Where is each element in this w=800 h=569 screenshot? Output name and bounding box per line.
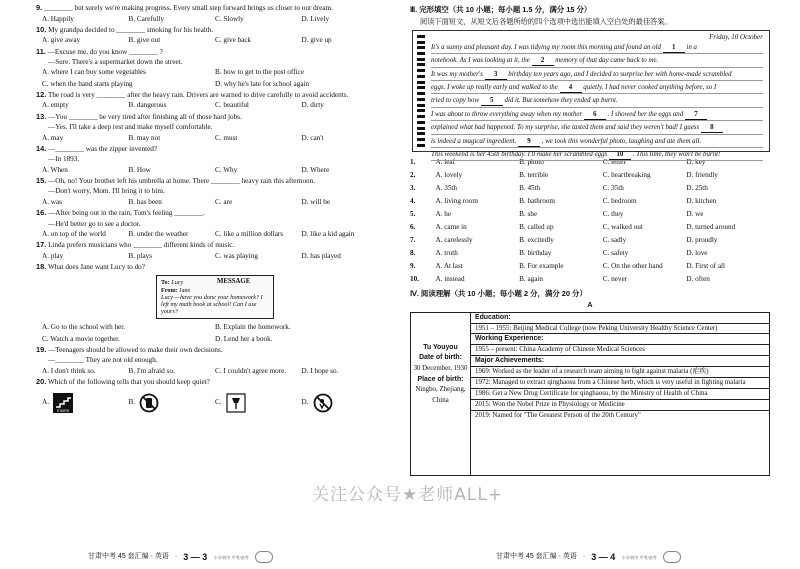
answer-option[interactable]: A. may: [42, 133, 64, 142]
question-text: —Excuse me, do you know ________ ?: [47, 47, 163, 56]
no-noise-sign-icon: [313, 393, 333, 413]
right-page: [400, 0, 800, 569]
question-item: [36, 4, 388, 23]
answer-option[interactable]: A. where I can buy some vegetables: [42, 68, 146, 77]
answer-option[interactable]: A. lovely: [435, 170, 463, 179]
notebook-date: Friday, 10 October: [709, 32, 763, 41]
notebook-line: explained what had happened. To my surprise, she tasted them and said they weren't bad! I guess 8: [431, 121, 763, 134]
education-header: Education:: [471, 313, 769, 324]
answer-option[interactable]: D. can't: [301, 133, 324, 142]
answer-option[interactable]: A. When: [42, 165, 68, 174]
achievement-item: 2015: Won the Nobel Prize in Physiology or Medicine: [471, 400, 769, 411]
answer-option[interactable]: D. Lend her a book.: [215, 334, 273, 343]
answer-option[interactable]: D. will be: [301, 197, 331, 206]
option-row: [36, 80, 388, 88]
answer-option[interactable]: D. key: [686, 157, 706, 166]
option-row: [36, 68, 388, 76]
option-row: [36, 166, 388, 174]
question-number: 18.: [36, 262, 47, 271]
answer-option[interactable]: A. carelessly: [435, 235, 473, 244]
answer-option[interactable]: A. came in: [435, 222, 467, 231]
question-item: [36, 241, 388, 260]
answer-option[interactable]: B. 45th: [519, 183, 541, 192]
answer-option[interactable]: B. I'm afraid so.: [128, 366, 175, 375]
no-phone-sign-icon: [139, 393, 159, 413]
answer-option[interactable]: B. Explain the homework.: [215, 323, 291, 332]
answer-option[interactable]: B. give out: [128, 36, 161, 45]
question-20: [36, 378, 388, 413]
question-text: —You ________ be very tired after finishing all of those hard jobs.: [48, 112, 242, 121]
dialogue-line: —He'd better go to see a doctor.: [48, 219, 141, 228]
question-number: 11.: [36, 47, 46, 56]
cloze-option-row: [410, 196, 770, 209]
dialogue-line: —In 1893.: [48, 155, 80, 164]
answer-option[interactable]: C. when the band starts playing: [42, 79, 133, 88]
cloze-option-row: [410, 209, 770, 222]
cloze-blank[interactable]: 8: [701, 124, 723, 133]
bio-personal-info: Tu Youyou Date of birth: 30 December, 1930 Place of birth: Ningbo, Zhejiang, China: [411, 313, 471, 475]
answer-option[interactable]: C. Watch a movie together.: [42, 334, 120, 343]
question-text: The road is very ________ after the heavy rain. Drivers are warned to drive carefully to avoid accidents.: [47, 90, 349, 99]
option-a[interactable]: A. STAIRS: [42, 393, 129, 413]
answer-option[interactable]: B. plays: [128, 251, 153, 260]
answer-option[interactable]: B. How: [128, 165, 151, 174]
cloze-blank[interactable]: 1: [663, 44, 685, 53]
cloze-option-row: [410, 183, 770, 196]
section-4-title: Ⅳ. 阅读理解（共 10 小题；每小题 2 分，满分 20 分）: [410, 288, 587, 298]
answer-option[interactable]: C. beautiful: [215, 101, 249, 110]
bio-dob: 30 December, 1930: [413, 365, 468, 372]
answer-option[interactable]: A. At last: [435, 261, 463, 270]
option-row: [36, 134, 388, 142]
answer-option[interactable]: B. Carefully: [128, 14, 165, 23]
option-number: 10.: [410, 274, 419, 283]
answer-option[interactable]: C. was playing: [215, 251, 258, 260]
achievement-item: 2019: Named for "The Greatest Person of the 20th Century": [475, 412, 641, 420]
answer-option[interactable]: C. On the other hand: [602, 261, 663, 270]
question-text: —Oh, no! Your brother left his umbrella at home. There ________ heavy rain this afternoon.: [48, 176, 316, 185]
answer-option[interactable]: B. dangerous: [128, 101, 167, 110]
answer-option[interactable]: D. dirty: [301, 101, 324, 110]
answer-option[interactable]: A. was: [42, 197, 62, 206]
question-number: 15.: [36, 176, 47, 185]
answer-option[interactable]: C. like a million dollars: [215, 229, 284, 238]
question-list: [36, 4, 388, 375]
answer-option[interactable]: C. never: [602, 274, 628, 283]
cloze-option-row: [410, 235, 770, 248]
spiral-binding: [417, 35, 425, 147]
cloze-option-row: [410, 248, 770, 261]
answer-option[interactable]: B. For example: [519, 261, 564, 270]
left-footer: 甘肃中考 45 套汇编 · 英语 · 3 — 3 小学/初中 中考/高考: [88, 551, 273, 563]
question-number: 10.: [36, 25, 47, 34]
answer-option[interactable]: A. play: [42, 251, 64, 260]
work-entry: 1955 – present: China Academy of Chinese Medical Sciences: [471, 345, 769, 356]
question-number: 9.: [36, 4, 43, 12]
option-row: [36, 367, 388, 375]
answer-option[interactable]: C. must: [215, 133, 238, 142]
passage-label: A: [587, 300, 593, 310]
notebook-line: I was about to throw everything away when my mother 6 . I showed her the eggs and 7: [431, 108, 763, 121]
question-text: Which of the following tells that you should keep quiet?: [47, 378, 210, 387]
cloze-blank[interactable]: 6: [584, 111, 606, 120]
achievement-item: 1972: Managed to extract qinghaosu from a Chinese herb, which is very useful in fighting malaria: [471, 378, 769, 389]
dialogue-line: —Yes. I'll take a deep rest and make myself comfortable.: [48, 123, 213, 132]
publisher-logo-icon: [663, 551, 681, 563]
question-number: 20.: [36, 378, 47, 387]
answer-option[interactable]: C. are: [215, 197, 233, 206]
answer-option[interactable]: A. Go to the school with her.: [42, 323, 126, 332]
dialogue-line: —________ They are not old enough.: [48, 356, 158, 365]
answer-option[interactable]: A. leaf: [435, 157, 455, 166]
work-header: Working Experience:: [471, 334, 769, 345]
cloze-options-table: [410, 157, 770, 287]
answer-option[interactable]: B. birthday: [519, 248, 552, 257]
notebook-passage: [412, 30, 770, 158]
option-number: 1.: [410, 157, 416, 166]
right-column: [410, 4, 770, 476]
sign-options: [36, 393, 388, 413]
answer-option[interactable]: D. we: [686, 209, 704, 218]
answer-option[interactable]: C. heartbreaking: [602, 170, 651, 179]
answer-option[interactable]: D. give up: [301, 36, 332, 45]
answer-option[interactable]: D. like a kid again: [301, 229, 355, 238]
section-3-instruction: 阅读下面短文，从短文后各题所给的四个选项中选出能填入空白处的最佳答案。: [420, 17, 672, 26]
answer-option[interactable]: B. may not: [128, 133, 161, 142]
question-text: —After being out in the rain, Tom's feeling ________.: [48, 208, 205, 217]
question-text: ________ but surely we're making progress. Every small step forward brings us closer to our dream.: [43, 4, 333, 12]
pin-sign-icon: [226, 393, 246, 413]
notebook-line: notebook. As I was looking at it, the 2 memory of that day came back to me.: [431, 54, 763, 67]
publisher-logo-icon: [255, 551, 273, 563]
question-item: [36, 177, 388, 206]
notebook-lines: [431, 41, 763, 162]
answer-option[interactable]: C. Slowly: [215, 14, 244, 23]
answer-option[interactable]: D. 25th: [686, 183, 708, 192]
question-text: —________ was the zipper invented?: [48, 144, 158, 153]
achievement-item: 1986: Get a New Drug Certificate for qinghaosu, by the Ministry of Health of China: [471, 389, 769, 400]
answer-option[interactable]: A. on top of the world: [42, 229, 106, 238]
notebook-line: is indeed a magical ingredient. 9 , we took this wonderful photo, laughing and ate them all.: [431, 135, 763, 148]
watermark: 关注公众号★老师ALL+: [312, 485, 504, 505]
question-item: [36, 145, 388, 174]
answer-option[interactable]: B. under the weather: [128, 229, 189, 238]
answer-option[interactable]: A. truth: [435, 248, 458, 257]
bio-name: Tu Youyou: [423, 343, 458, 351]
option-row: [36, 335, 388, 343]
cloze-blank[interactable]: 3: [485, 71, 507, 80]
question-item: [36, 48, 388, 88]
option-row: [36, 252, 388, 260]
bio-details: [471, 313, 769, 475]
option-number: 9.: [410, 261, 416, 270]
page-number: 3 — 3: [183, 551, 208, 562]
answer-option[interactable]: D. I hope so.: [301, 366, 339, 375]
cloze-blank[interactable]: 7: [685, 111, 707, 120]
question-item: [36, 26, 388, 45]
option-row: [36, 15, 388, 23]
right-footer: 甘肃中考 45 套汇编 · 英语 · 3 — 4 小学/初中 中考/高考: [496, 551, 681, 563]
answer-option[interactable]: A. give away: [42, 36, 81, 45]
option-b[interactable]: B.: [129, 393, 216, 413]
option-row: [36, 101, 388, 109]
bio-table: [410, 312, 770, 476]
answer-option[interactable]: B. again: [519, 274, 544, 283]
option-number: 3.: [410, 183, 416, 192]
answer-option[interactable]: A. Happily: [42, 14, 74, 23]
answer-option[interactable]: D. has played: [301, 251, 341, 260]
notebook-line: tried to copy how 5 did it. But somehow they ended up burnt.: [431, 94, 763, 107]
question-number: 13.: [36, 112, 47, 121]
answer-option[interactable]: B. has been: [128, 197, 162, 206]
notebook-line: It was my mother's 3 birthday ten years ago, and I decided to surprise her with home-made scrambled: [431, 68, 763, 81]
education-entry: 1951 – 1955: Beijing Medical College (now Peking University Healthy Science Center): [471, 324, 769, 335]
answer-option[interactable]: C. letter: [602, 157, 626, 166]
dialogue-line: —Sure. There's a supermarket down the street.: [48, 58, 183, 67]
answer-option[interactable]: D. Where: [301, 165, 330, 174]
option-d[interactable]: D.: [302, 393, 389, 413]
question-number: 19.: [36, 345, 47, 354]
answer-option[interactable]: D. often: [686, 274, 710, 283]
notebook-line: It's a sunny and pleasant day. I was tidying my room this morning and found an old 1 in a: [431, 41, 763, 54]
answer-option[interactable]: B. photo: [519, 157, 544, 166]
question-number: 16.: [36, 208, 47, 217]
question-text: —Teenagers should be allowed to make their own decisions.: [48, 345, 223, 354]
cloze-blank[interactable]: 9: [518, 138, 540, 147]
page-number: 3 — 4: [591, 551, 616, 562]
answer-option[interactable]: D. why he's late for school again: [215, 79, 310, 88]
question-item: [36, 113, 388, 142]
answer-option[interactable]: C. 35th: [602, 183, 624, 192]
option-number: 6.: [410, 222, 416, 231]
question-text: What does Jane want Lucy to do?: [47, 262, 145, 271]
answer-option[interactable]: C. bedroom: [602, 196, 637, 205]
option-number: 2.: [410, 170, 416, 179]
option-row: [36, 323, 388, 331]
section-3-title: Ⅲ. 完形填空（共 10 小题；每小题 1.5 分，满分 15 分）: [410, 5, 592, 14]
answer-option[interactable]: A. empty: [42, 101, 69, 110]
answer-option[interactable]: A. instead: [435, 274, 465, 283]
question-item: [36, 209, 388, 238]
question-item: [36, 91, 388, 110]
answer-option[interactable]: D. turned around: [686, 222, 736, 231]
option-number: 8.: [410, 248, 416, 257]
answer-option[interactable]: D. Lively: [301, 14, 330, 23]
answer-option[interactable]: B. she: [519, 209, 538, 218]
answer-option[interactable]: B. how to get to the post office: [215, 68, 304, 77]
answer-option[interactable]: C. I couldn't agree more.: [215, 366, 287, 375]
option-number: 7.: [410, 235, 416, 244]
answer-option[interactable]: A. I don't think so.: [42, 366, 96, 375]
question-item: [36, 346, 388, 375]
answer-option[interactable]: A. 35th: [435, 183, 457, 192]
option-row: [36, 36, 388, 44]
cloze-blank[interactable]: 4: [560, 84, 582, 93]
answer-option[interactable]: D. First of all: [686, 261, 726, 270]
answer-option[interactable]: B. excitedly: [519, 235, 554, 244]
option-row: [36, 198, 388, 206]
question-number: 12.: [36, 90, 47, 99]
answer-option[interactable]: D. friendly: [686, 170, 718, 179]
answer-option[interactable]: B. terrible: [519, 170, 549, 179]
cloze-option-row: [410, 170, 770, 183]
achievements-header: Major Achievements:: [471, 356, 769, 367]
option-c[interactable]: C.: [215, 393, 302, 413]
answer-option[interactable]: D. kitchen: [686, 196, 717, 205]
answer-option[interactable]: D. proudly: [686, 235, 718, 244]
answer-option[interactable]: C. sadly: [602, 235, 627, 244]
answer-option[interactable]: C. walked out: [602, 222, 643, 231]
bio-pob: Ningbo, Zhejiang, China: [415, 386, 466, 405]
cloze-blank[interactable]: 5: [481, 97, 503, 106]
cloze-option-row: [410, 222, 770, 235]
notebook-line: eggs. I woke up really early and walked to the 4 quietly. I had never cooked anything before, so I: [431, 81, 763, 94]
option-number: 4.: [410, 196, 416, 205]
question-text: Linda prefers musicians who ________ different kinds of music.: [48, 241, 235, 250]
cloze-option-row: [410, 261, 770, 274]
stairs-sign-icon: [53, 393, 73, 413]
notebook-line: This weekend is her 45th birthday. I'll make her scrambled eggs 10 . This time, they won't be burnt!: [431, 148, 763, 161]
cloze-option-row: [410, 274, 770, 287]
question-text: My grandpa decided to ________ smoking for his health.: [48, 25, 214, 34]
answer-option[interactable]: C. Why: [215, 165, 238, 174]
achievement-item: 1969: Worked as the leader of a research team aiming to fight against malaria (疟疾): [471, 367, 769, 378]
left-column: [36, 4, 388, 415]
answer-option[interactable]: A. he: [435, 209, 452, 218]
option-number: 5.: [410, 209, 416, 218]
answer-option[interactable]: A. living room: [435, 196, 478, 205]
question-number: 14.: [36, 144, 47, 153]
answer-option[interactable]: C. they: [602, 209, 624, 218]
answer-option[interactable]: B. called up: [519, 222, 554, 231]
cloze-blank[interactable]: 10: [609, 151, 631, 160]
question-number: 17.: [36, 241, 47, 250]
option-row: [36, 230, 388, 238]
answer-option[interactable]: B. bathroom: [519, 196, 555, 205]
dialogue-line: —Don't worry, Mom. I'll bring it to him.: [48, 187, 165, 196]
answer-option[interactable]: C. give back: [215, 36, 252, 45]
answer-option[interactable]: C. safety: [602, 248, 629, 257]
message-note: MESSAGE To: Lucy From: Jane Lucy —have you done your homework? I left my math book at school! Can I use yours?: [156, 275, 274, 319]
cloze-blank[interactable]: 2: [532, 57, 554, 66]
answer-option[interactable]: D. love: [686, 248, 708, 257]
question-item: [36, 263, 388, 343]
svg-text:STAIRS: STAIRS: [56, 408, 70, 413]
